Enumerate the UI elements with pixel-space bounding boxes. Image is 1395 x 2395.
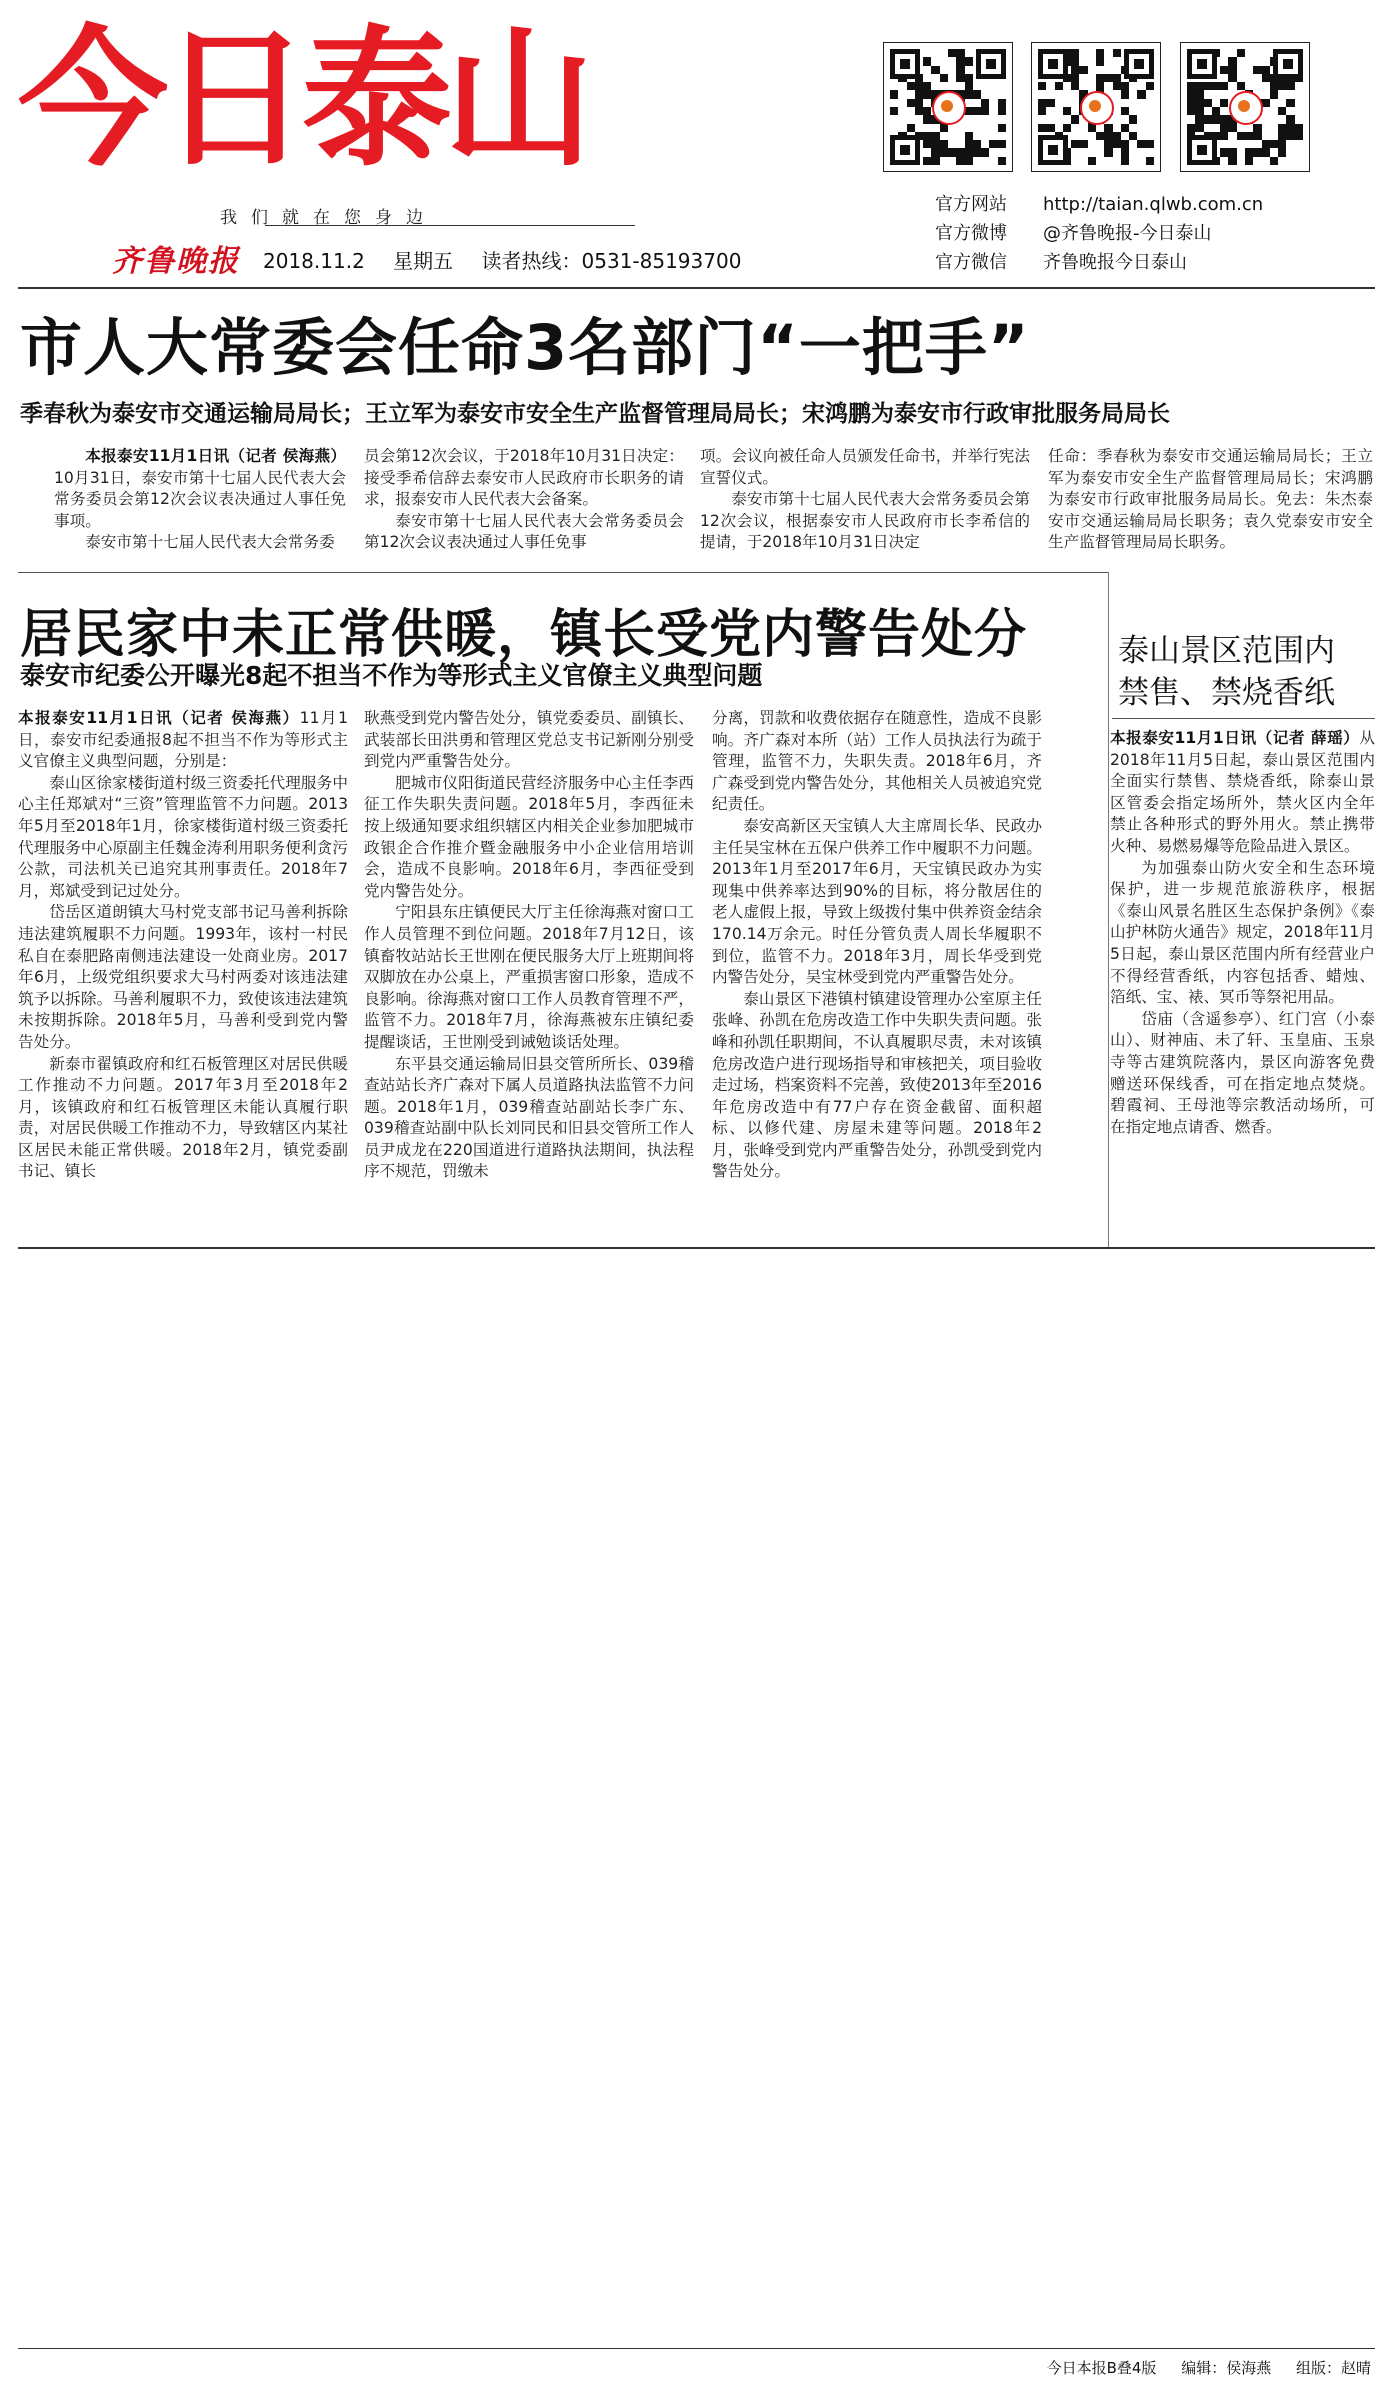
story3-headline-rule	[1112, 718, 1375, 719]
section-divider	[18, 572, 1108, 573]
qr-code-icon	[1031, 42, 1161, 172]
paragraph	[18, 773, 348, 903]
paragraph-text: 11月1日，泰安市纪委通报8起不担当不作为等形式主义官僚主义典型问题，分别是：	[18, 709, 348, 771]
paragraph	[18, 708, 348, 773]
paragraph	[364, 773, 694, 903]
story3-headline-line2: 禁售、禁烧香纸	[1118, 675, 1335, 711]
paragraph	[364, 902, 694, 1053]
story1-subhead: 季春秋为泰安市交通运输局局长；王立军为泰安市安全生产监督管理局局长；宋鸿鹏为泰安市行政审批服务局局长	[20, 401, 1170, 427]
paragraph-text: 耿燕受到党内警告处分，镇党委委员、副镇长、武装部长田洪勇和管理区党总支书记新刚分别受到党内严重警告处分。	[364, 709, 694, 771]
paragraph	[1048, 446, 1373, 554]
social-label: 官方微信	[935, 252, 1007, 273]
issue-date: 2018.11.2	[263, 249, 365, 273]
brand-logo-text: 齐鲁晚报	[112, 244, 240, 279]
page-number: 今日本报B叠4版	[1046, 2359, 1157, 2377]
masthead-slogan: 我们就在您身边	[220, 208, 437, 228]
story3-headline-line1: 泰山景区范围内	[1118, 633, 1335, 669]
content-bottom-rule	[18, 1247, 1375, 1249]
paragraph	[712, 816, 1042, 989]
story2-column	[18, 708, 348, 1183]
social-value: 齐鲁晚报今日泰山	[1043, 252, 1187, 273]
social-label: 官方网站	[935, 194, 1007, 215]
story1-column	[1048, 446, 1373, 554]
story3-column	[1110, 728, 1375, 1138]
paragraph	[364, 511, 684, 554]
paragraph	[18, 1054, 348, 1184]
social-wechat[interactable]	[935, 248, 1187, 274]
footer-rule	[18, 2348, 1375, 2349]
paragraph-text: 泰山区徐家楼街道村级三资委托代理服务中心主任郑斌对“三资”管理监管不力问题。2013年5月至2018年1月，徐家楼街道村级三资委托代理服务中心原副主任魏金涛利用职务便利贪污公款，司法机关已追究其刑事责任。2018年7月，郑斌受到记过处分。	[18, 773, 348, 900]
paragraph-text: 泰山景区下港镇村镇建设管理办公室原主任张峰、孙凯在危房改造工作中失职失责问题。张峰和孙凯任职期间，不认真履职尽责，未对该镇危房改造户进行现场指导和审核把关，项目验收走过场，档案资料不完善，致使2013年至2016年危房改造中有77户存在资金截留、面积超标、以修代建、房屋未建等问题。2018年2月，张峰受到党内严重警告处分，孙凯受到党内警告处分。	[712, 989, 1042, 1181]
paragraph-text: 新泰市翟镇政府和红石板管理区对居民供暖工作推动不力问题。2017年3月至2018年2月，该镇政府和红石板管理区未能认真履行职责，对居民供暖工作推动不力，导致辖区内某社区居民未能正常供暖。2018年2月，镇党委副书记、镇长	[18, 1054, 348, 1181]
paragraph-text: 为加强泰山防火安全和生态环境保护，进一步规范旅游秩序，根据《泰山风景名胜区生态保护条例》《泰山护林防火通告》规定，2018年11月5日起，泰山景区范围内所有经营业户不得经营香纸，内容包括香、蜡烛、箔纸、宝、裱、冥币等祭祀用品。	[1110, 858, 1375, 1007]
layout-credit: 组版：赵晴	[1295, 2359, 1371, 2377]
dateline-lead: 本报泰安11月1日讯（记者 侯海燕）	[18, 709, 300, 727]
qr-code-icon	[1180, 42, 1310, 172]
paragraph-text: 宁阳县东庄镇便民大厅主任徐海燕对窗口工作人员管理不到位问题。2018年7月12日，该镇畜牧站站长王世刚在便民服务大厅上班期间将双脚放在办公桌上，严重损害窗口形象，造成不良影响。徐海燕对窗口工作人员教育管理不严，监管不力。2018年7月，徐海燕被东庄镇纪委提醒谈话，王世刚受到诫勉谈话处理。	[364, 903, 694, 1051]
issue-weekday: 星期五	[393, 249, 454, 273]
page-footer	[1027, 2357, 1371, 2378]
paragraph	[1110, 858, 1375, 1009]
story1-column	[364, 446, 684, 554]
story1-column	[700, 446, 1030, 554]
paragraph	[364, 708, 694, 773]
paragraph-text: 东平县交通运输局旧县交管所所长、039稽查站站长齐广森对下属人员道路执法监管不力问题。2018年1月，039稽查站副站长李广东、039稽查站副中队长刘同民和旧县交管所工作人员尹成龙在220国道进行道路执法期间，执法程序不规范，罚缴未	[364, 1054, 694, 1181]
paragraph-text: 员会第12次会议，于2018年10月31日决定：接受季希信辞去泰安市人民政府市长职务的请求，报泰安市人民代表大会备案。	[364, 447, 684, 509]
social-label: 官方微博	[935, 223, 1007, 244]
paragraph	[700, 489, 1030, 554]
dateline-lead: 本报泰安11月1日讯（记者 薛瑶）	[1110, 729, 1360, 747]
story1-headline: 市人大常委会任命3名部门“一把手”	[20, 311, 1030, 384]
paragraph	[18, 902, 348, 1053]
dateline-lead: 本报泰安11月1日讯（记者 侯海燕）	[85, 447, 346, 465]
paragraph	[712, 708, 1042, 816]
paragraph	[712, 989, 1042, 1183]
paragraph	[364, 1054, 694, 1184]
paragraph-text: 泰安市第十七届人民代表大会常务委	[85, 533, 335, 552]
story2-headline: 居民家中未正常供暖，镇长受党内警告处分	[20, 605, 1028, 665]
paragraph-text: 项。会议向被任命人员颁发任命书，并举行宪法宣誓仪式。	[700, 447, 1030, 487]
masthead-rule	[18, 287, 1375, 289]
paragraph-text: 肥城市仪阳街道民营经济服务中心主任李西征工作失职失责问题。2018年5月，李西征未按上级通知要求组织辖区内相关企业参加肥城市政银企合作推介暨金融服务中小企业信用培训会，造成不良影响。2018年6月，李西征受到党内警告处分。	[364, 773, 694, 900]
story2-column	[712, 708, 1042, 1183]
paragraph-text: 从2018年11月5日起，泰山景区范围内全面实行禁售、禁烧香纸，除泰山景区管委会指定场所外，禁火区内全年禁止各种形式的野外用火。禁止携带火种、易燃易爆等危险品进入景区。	[1110, 729, 1375, 855]
paragraph-text: 岱岳区道朗镇大马村党支部书记马善利拆除违法建筑履职不力问题。1993年，该村一村民私自在泰肥路南侧违法建设一处商业房。2017年6月，上级党组织要求大马村两委对该违法建筑予以拆除。马善利履职不力，致使该违法建筑未按期拆除。2018年5月，马善利受到党内警告处分。	[18, 903, 348, 1051]
masthead-title: 今日泰山	[18, 13, 587, 187]
paragraph-text: 泰安市第十七届人民代表大会常务委员会第12次会议，根据泰安市人民政府市长李希信的提请，于2018年10月31日决定	[700, 490, 1030, 552]
paragraph-text: 岱庙（含遥参亭）、红门宫（小泰山）、财神庙、未了轩、玉皇庙、玉泉寺等古建筑院落内，景区向游客免费赠送环保线香，可在指定地点焚烧。碧霞祠、王母池等宗教活动场所，可在指定地点请香、燃香。	[1110, 1009, 1375, 1136]
editor-credit: 编辑：侯海燕	[1181, 2359, 1272, 2377]
sidebar-divider	[1108, 572, 1109, 1247]
social-website[interactable]	[935, 190, 1263, 216]
paragraph	[1110, 1009, 1375, 1139]
dateline	[263, 245, 763, 274]
paragraph-text: 泰安市第十七届人民代表大会常务委员会第12次会议表决通过人事任免事	[364, 511, 684, 552]
story3-headline	[1118, 630, 1335, 714]
paragraph-text: 分离，罚款和收费依据存在随意性，造成不良影响。齐广森对本所（站）工作人员执法行为疏于管理，监管不力，失职失责。2018年6月，齐广森受到党内警告处分，其他相关人员被追究党纪责任。	[712, 709, 1042, 814]
social-weibo[interactable]	[935, 219, 1212, 245]
social-value: http://taian.qlwb.com.cn	[1043, 194, 1264, 215]
social-value: @齐鲁晚报-今日泰山	[1043, 223, 1212, 244]
paragraph-text: 泰安高新区天宝镇人大主席周长华、民政办主任吴宝林在五保户供养工作中履职不力问题。2013年1月至2017年6月，天宝镇民政办为实现集中供养率达到90%的目标，将分散居住的老人虚假上报，导致上级拨付集中供养资金结余170.14万余元。时任分管负责人周长华履职不到位，监管不力。2018年3月，周长华受到党内警告处分，吴宝林受到党内严重警告处分。	[712, 816, 1042, 987]
masthead-divider	[265, 225, 635, 226]
paragraph	[54, 446, 346, 532]
paragraph	[54, 532, 346, 554]
story2-subhead: 泰安市纪委公开曝光8起不担当不作为等形式主义官僚主义典型问题	[20, 661, 763, 690]
paragraph-text: 10月31日，泰安市第十七届人民代表大会常务委员会第12次会议表决通过人事任免事项。	[54, 468, 346, 530]
story1-column	[54, 446, 346, 554]
qr-code-icon	[883, 42, 1013, 172]
reader-hotline: 读者热线：0531-85193700	[481, 249, 742, 273]
paragraph	[700, 446, 1030, 489]
paragraph-text: 任命：季春秋为泰安市交通运输局局长；王立军为泰安市安全生产监督管理局局长；宋鸿鹏为泰安市行政审批服务局局长。免去：朱杰泰安市交通运输局局长职务；袁久党泰安市安全生产监督管理局局长职务。	[1048, 447, 1373, 552]
paragraph	[1110, 728, 1375, 858]
paragraph	[364, 446, 684, 511]
story2-column	[364, 708, 694, 1183]
